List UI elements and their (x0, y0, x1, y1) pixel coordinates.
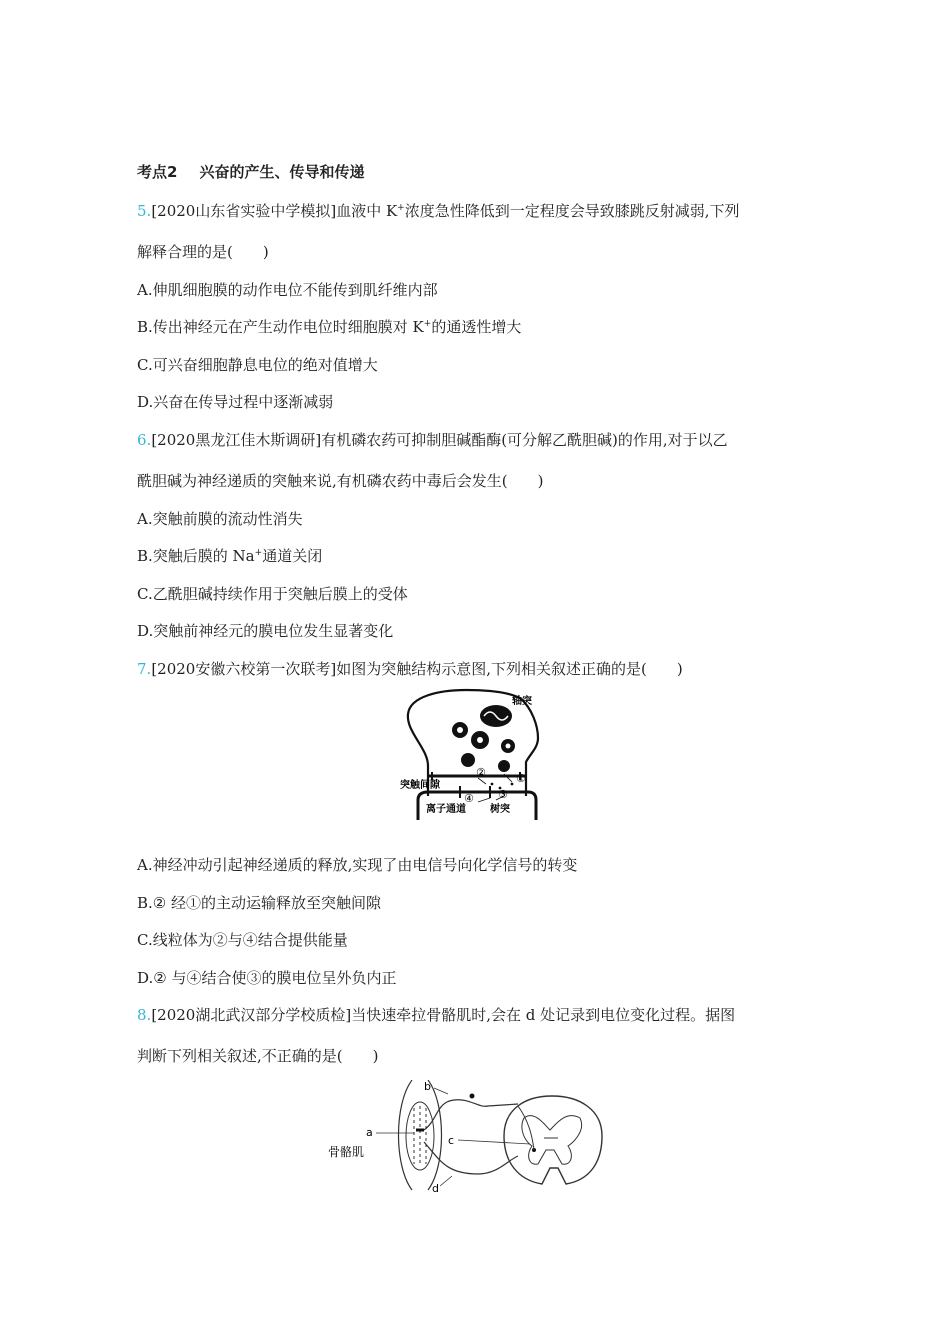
label-n2: ② (476, 766, 486, 779)
q5-option-b-part: 的通透性增大 (431, 318, 522, 336)
label-c: c (448, 1134, 455, 1147)
label-n4: ④ (464, 792, 474, 805)
label-synaptic-cleft: 突触间隙 (400, 780, 440, 791)
pointer-line (458, 1140, 530, 1144)
q5-number: 5. (137, 202, 152, 220)
vesicle-content (506, 744, 511, 749)
q6-option-c: C.乙酰胆碱持续作用于突触后膜上的受体 (137, 585, 408, 603)
efferent-nerve (424, 1142, 518, 1174)
q6-stem-line2: 酰胆碱为神经递质的突触来说,有机磷农药中毒后会发生( ) (137, 472, 544, 490)
q6-option-a: A.突触前膜的流动性消失 (137, 510, 303, 528)
q8-stem-line1 (137, 1004, 735, 1025)
q8-number: 8. (137, 1006, 152, 1024)
q7-option-a: A.神经冲动引起神经递质的释放,实现了由电信号向化学信号的转变 (137, 856, 578, 874)
superscript-plus: + (423, 319, 432, 329)
muscle-outline (428, 1080, 442, 1190)
label-ion-channel: 离子通道 (426, 804, 466, 815)
gray-matter (522, 1116, 582, 1165)
synapse-diagram (400, 688, 560, 820)
label-n1: ① (516, 772, 526, 785)
pointer-line (440, 1176, 452, 1186)
label-b: b (424, 1080, 431, 1093)
q7-stem-part: [2020安徽六校第一次联考]如图为突触结构示意图,下列相关叙述正确的是( ) (151, 660, 683, 678)
q8-stem-line2: 判断下列相关叙述,不正确的是( ) (137, 1047, 379, 1065)
section-number: 考点2 (137, 163, 178, 181)
q7-option-d: D.② 与④结合使③的膜电位呈外负内正 (137, 969, 397, 987)
label-n3: ③ (498, 788, 508, 801)
vesicle-content (477, 737, 483, 743)
ganglion-icon (470, 1094, 475, 1099)
q7-stem (137, 658, 683, 679)
q7-option-b: B.② 经①的主动运输释放至突触间隙 (137, 894, 382, 912)
q5-option-a: A.伸肌细胞膜的动作电位不能传到肌纤维内部 (137, 281, 438, 299)
q6-stem-line1 (137, 429, 728, 450)
label-dendrite: 树突 (490, 804, 510, 815)
label-skeletal-muscle: 骨骼肌 (328, 1145, 365, 1159)
vesicle-icon (498, 760, 510, 772)
pointer-line (434, 1088, 448, 1094)
vesicle-icon (461, 753, 475, 767)
q6-stem-part: [2020黑龙江佳木斯调研]有机磷农药可抑制胆碱酯酶(可分解乙酰胆碱)的作用,对于以乙 (151, 431, 728, 449)
q5-stem-line2: 解释合理的是( ) (137, 243, 269, 261)
q6-option-b-part: 通道关闭 (262, 547, 323, 565)
superscript-plus: + (254, 548, 263, 558)
q5-option-c: C.可兴奋细胞静息电位的绝对值增大 (137, 356, 378, 374)
section-heading (137, 161, 364, 182)
transmitter-dot (491, 783, 494, 786)
pointer-line (478, 798, 490, 802)
q5-option-b (137, 316, 521, 337)
section-title: 兴奋的产生、传导和传递 (199, 163, 365, 181)
q6-option-b-part: B.突触后膜的 Na (137, 547, 255, 565)
label-axon: 轴突 (512, 696, 532, 707)
label-a: a (366, 1126, 373, 1139)
q5-stem-part: [2020山东省实验中学模拟]血液中 K (151, 202, 398, 220)
q5-option-d: D.兴奋在传导过程中逐渐减弱 (137, 393, 334, 411)
q6-option-b (137, 545, 322, 566)
q7-option-c: C.线粒体为②与④结合提供能量 (137, 931, 348, 949)
q5-stem-line1 (137, 200, 740, 221)
reflex-arc-diagram (328, 1080, 628, 1195)
q6-number: 6. (137, 431, 152, 449)
spinal-cord-outline (504, 1096, 602, 1184)
q5-option-b-part: B.传出神经元在产生动作电位时细胞膜对 K (137, 318, 424, 336)
label-d: d (432, 1182, 439, 1195)
vesicle-content (457, 727, 463, 733)
q6-option-d: D.突触前神经元的膜电位发生显著变化 (137, 622, 394, 640)
transmitter-dot (511, 783, 514, 786)
q8-stem-part: [2020湖北武汉部分学校质检]当快速牵拉骨骼肌时,会在 d 处记录到电位变化过程。据图 (151, 1006, 736, 1024)
q7-number: 7. (137, 660, 152, 678)
superscript-plus: + (397, 203, 405, 213)
muscle-outline (399, 1080, 413, 1190)
q5-stem-part: 浓度急性降低到一定程度会导致膝跳反射减弱,下列 (404, 202, 740, 220)
